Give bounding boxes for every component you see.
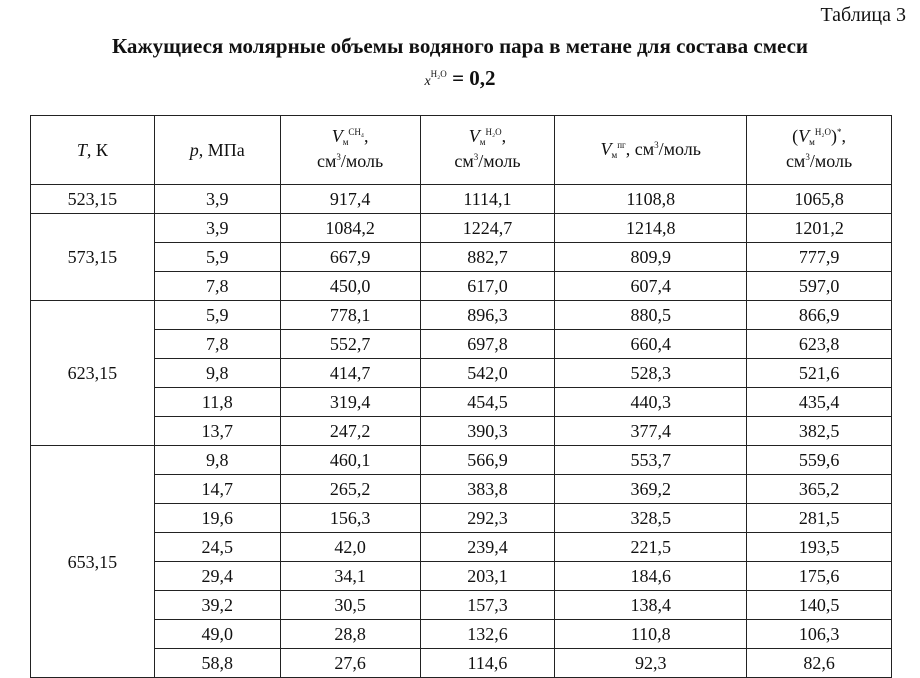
v-h2o-star-cell: 521,6 [747, 359, 892, 388]
v-ch4-cell: 156,3 [280, 504, 420, 533]
table-row [31, 301, 892, 330]
v-h2o-cell: 566,9 [420, 446, 555, 475]
v-ch4-cell: 1084,2 [280, 214, 420, 243]
v-h2o-star-cell: 777,9 [747, 243, 892, 272]
v-mix-cell: 92,3 [555, 649, 747, 678]
v-h2o-star-cell: 106,3 [747, 620, 892, 649]
v-h2o-cell: 896,3 [420, 301, 555, 330]
v-h2o-cell: 157,3 [420, 591, 555, 620]
table-row [31, 504, 892, 533]
header-v-mix: $Vм^{пг}$, $см^3$/моль [555, 116, 747, 185]
v-mix-cell: 369,2 [555, 475, 747, 504]
v-ch4-cell: 247,2 [280, 417, 420, 446]
pressure-cell: 3,9 [154, 214, 280, 243]
v-h2o-star-cell: 435,4 [747, 388, 892, 417]
v-mix-cell: 1108,8 [555, 185, 747, 214]
table-row [31, 185, 892, 214]
table-caption [0, 32, 920, 96]
header-temperature: T, К [31, 116, 155, 185]
temperature-cell: 573,15 [31, 214, 155, 301]
v-h2o-cell: 1224,7 [420, 214, 555, 243]
v-mix-cell: 328,5 [555, 504, 747, 533]
v-mix-cell: 440,3 [555, 388, 747, 417]
v-h2o-cell: 617,0 [420, 272, 555, 301]
v-mix-cell: 1214,8 [555, 214, 747, 243]
v-ch4-cell: 414,7 [280, 359, 420, 388]
v-h2o-star-cell: 193,5 [747, 533, 892, 562]
table-row [31, 388, 892, 417]
v-h2o-cell: 542,0 [420, 359, 555, 388]
v-mix-cell: 221,5 [555, 533, 747, 562]
v-ch4-cell: 27,6 [280, 649, 420, 678]
table-row [31, 243, 892, 272]
data-table [30, 115, 892, 678]
v-ch4-cell: 450,0 [280, 272, 420, 301]
v-h2o-cell: 239,4 [420, 533, 555, 562]
table-row [31, 446, 892, 475]
temperature-cell: 523,15 [31, 185, 155, 214]
pressure-cell: 3,9 [154, 185, 280, 214]
v-ch4-cell: 28,8 [280, 620, 420, 649]
v-h2o-star-cell: 1201,2 [747, 214, 892, 243]
table-row [31, 359, 892, 388]
v-h2o-star-cell: 281,5 [747, 504, 892, 533]
caption-composition [0, 60, 920, 96]
v-h2o-star-cell: 597,0 [747, 272, 892, 301]
pressure-cell: 14,7 [154, 475, 280, 504]
v-mix-cell: 809,9 [555, 243, 747, 272]
v-h2o-star-cell: 866,9 [747, 301, 892, 330]
v-h2o-star-cell: 175,6 [747, 562, 892, 591]
v-mix-cell: 377,4 [555, 417, 747, 446]
v-mix-cell: 110,8 [555, 620, 747, 649]
pressure-cell: 24,5 [154, 533, 280, 562]
v-ch4-cell: 552,7 [280, 330, 420, 359]
table-row [31, 272, 892, 301]
table-row [31, 620, 892, 649]
table-row [31, 591, 892, 620]
table-row [31, 475, 892, 504]
caption-text: Кажущиеся молярные объемы водяного пара в метане для состава смеси [111, 34, 808, 58]
table-row [31, 214, 892, 243]
v-ch4-cell: 917,4 [280, 185, 420, 214]
v-h2o-cell: 390,3 [420, 417, 555, 446]
v-h2o-star-cell: 365,2 [747, 475, 892, 504]
v-ch4-cell: 460,1 [280, 446, 420, 475]
v-h2o-star-cell: 140,5 [747, 591, 892, 620]
table-row [31, 562, 892, 591]
v-h2o-cell: 1114,1 [420, 185, 555, 214]
v-mix-cell: 880,5 [555, 301, 747, 330]
header-row [31, 116, 892, 185]
v-h2o-cell: 292,3 [420, 504, 555, 533]
v-ch4-cell: 667,9 [280, 243, 420, 272]
header-v-h2o: $Vм^{H_2O}$, $см^3$/моль [420, 116, 555, 185]
table-number: Таблица 3 [820, 4, 906, 26]
pressure-cell: 11,8 [154, 388, 280, 417]
temperature-cell: 653,15 [31, 446, 155, 678]
v-h2o-cell: 454,5 [420, 388, 555, 417]
pressure-cell: 5,9 [154, 301, 280, 330]
header-pressure: p, МПа [154, 116, 280, 185]
v-h2o-cell: 114,6 [420, 649, 555, 678]
v-ch4-cell: 30,5 [280, 591, 420, 620]
pressure-cell: 13,7 [154, 417, 280, 446]
v-ch4-cell: 778,1 [280, 301, 420, 330]
table-body [31, 185, 892, 678]
table-row [31, 417, 892, 446]
v-mix-cell: 528,3 [555, 359, 747, 388]
pressure-cell: 9,8 [154, 359, 280, 388]
table-row [31, 649, 892, 678]
header-v-h2o-star: $(Vм^{H_2O})^*$, $см^3$/моль [747, 116, 892, 185]
v-ch4-cell: 42,0 [280, 533, 420, 562]
header-v-ch4: $Vм^{CH_4}$, $см^3$/моль [280, 116, 420, 185]
v-ch4-cell: 265,2 [280, 475, 420, 504]
v-h2o-star-cell: 382,5 [747, 417, 892, 446]
pressure-cell: 5,9 [154, 243, 280, 272]
pressure-cell: 9,8 [154, 446, 280, 475]
v-mix-cell: 660,4 [555, 330, 747, 359]
pressure-cell: 7,8 [154, 272, 280, 301]
v-h2o-star-cell: 623,8 [747, 330, 892, 359]
pressure-cell: 39,2 [154, 591, 280, 620]
v-mix-cell: 553,7 [555, 446, 747, 475]
v-h2o-cell: 203,1 [420, 562, 555, 591]
v-h2o-cell: 132,6 [420, 620, 555, 649]
temperature-cell: 623,15 [31, 301, 155, 446]
pressure-cell: 29,4 [154, 562, 280, 591]
pressure-cell: 49,0 [154, 620, 280, 649]
v-h2o-cell: 697,8 [420, 330, 555, 359]
caption-var-sup: H₂O [430, 69, 447, 79]
v-h2o-star-cell: 559,6 [747, 446, 892, 475]
pressure-cell: 58,8 [154, 649, 280, 678]
v-ch4-cell: 34,1 [280, 562, 420, 591]
v-h2o-cell: 383,8 [420, 475, 555, 504]
table-row [31, 330, 892, 359]
v-mix-cell: 607,4 [555, 272, 747, 301]
v-h2o-star-cell: 82,6 [747, 649, 892, 678]
v-ch4-cell: 319,4 [280, 388, 420, 417]
v-h2o-cell: 882,7 [420, 243, 555, 272]
v-h2o-star-cell: 1065,8 [747, 185, 892, 214]
pressure-cell: 7,8 [154, 330, 280, 359]
caption-value: = 0,2 [452, 66, 496, 90]
v-mix-cell: 138,4 [555, 591, 747, 620]
table-row [31, 533, 892, 562]
caption-var: x [424, 74, 431, 89]
v-mix-cell: 184,6 [555, 562, 747, 591]
pressure-cell: 19,6 [154, 504, 280, 533]
